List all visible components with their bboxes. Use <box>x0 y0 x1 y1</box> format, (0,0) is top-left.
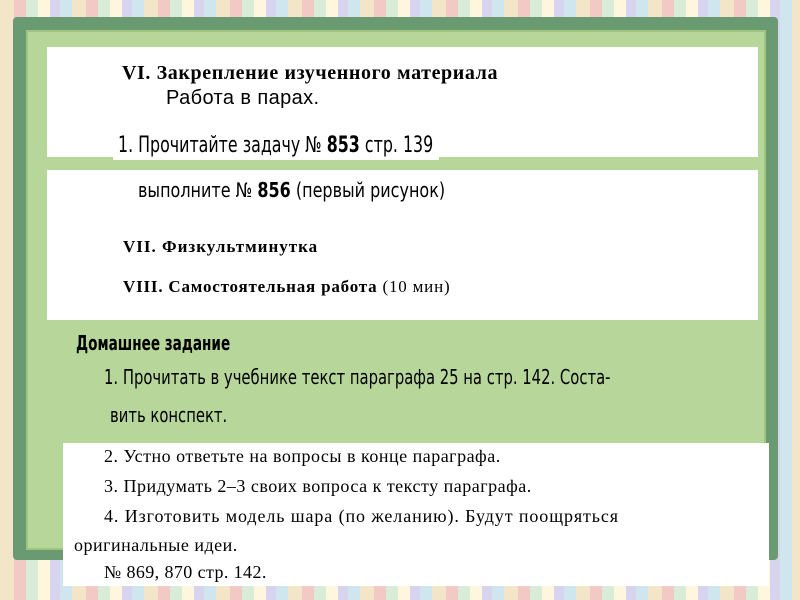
task1-number: 853 <box>326 133 360 158</box>
section-8-duration: (10 мин) <box>382 277 451 296</box>
task1-line <box>118 132 556 158</box>
task1-suffix: стр. 139 <box>364 133 434 158</box>
section-6-heading: VI. Закрепление изученного материала <box>122 62 499 84</box>
section-7-heading: VII. Физкультминутка <box>123 237 319 256</box>
homework-item-1-continued: вить конспект. <box>110 403 228 427</box>
section-8-heading <box>123 277 450 297</box>
task2-number: 856 <box>257 178 291 202</box>
homework-item-1: 1. Прочитать в учебнике текст параграфа 25 на стр. 142. Соста- <box>104 365 611 389</box>
task2-line <box>138 178 522 203</box>
task2-suffix: (первый рисунок) <box>295 178 446 202</box>
task1-prefix: 1. Прочитайте задачу № <box>118 133 322 158</box>
homework-item-4-continued: оригинальные идеи. <box>74 535 238 555</box>
section-8-title: VIII. Самостоятельная работа <box>123 277 378 296</box>
homework-item-4: 4. Изготовить модель шара (по желанию). Будут поощряться <box>104 506 619 526</box>
pair-work-subheading: Работа в парах. <box>166 87 320 109</box>
homework-item-5: № 869, 870 стр. 142. <box>104 562 267 582</box>
homework-item-3: 3. Придумать 2–3 своих вопроса к тексту параграфа. <box>104 476 532 496</box>
homework-title: Домашнее задание <box>76 331 231 355</box>
task2-prefix: выполните № <box>138 178 253 202</box>
homework-item-2: 2. Устно ответьте на вопросы в конце параграфа. <box>104 446 501 466</box>
